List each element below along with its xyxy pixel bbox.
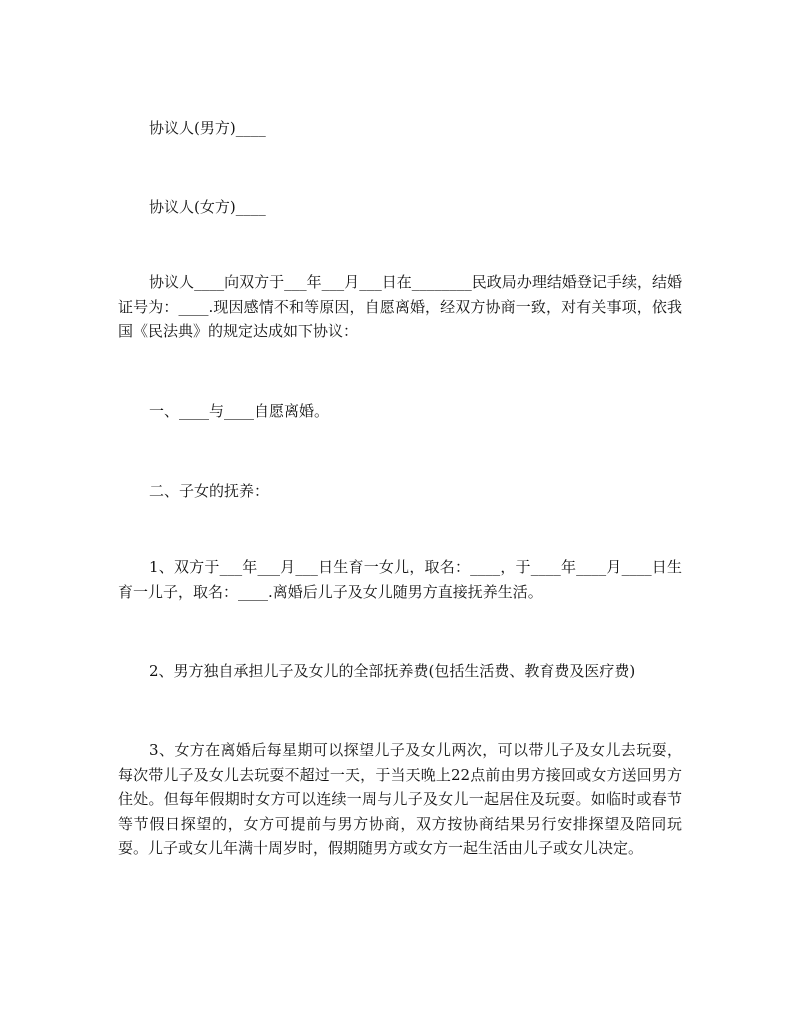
party-female-text: 协议人(女方)____ [149, 198, 266, 216]
item-2-heading [118, 479, 682, 504]
intro-text: 协议人____向双方于___年___月___日在________民政局办理结婚登记手续，结婚证号为：____.现因感情不和等原因，自愿离婚，经双方协商一致，对有关事项，依我国《民法典》的规定达成如下协议： [118, 273, 682, 340]
clause-1-paragraph [118, 555, 682, 604]
clause-3-text: 3、女方在离婚后每星期可以探望儿子及女儿两次，可以带儿子及女儿去玩耍，每次带儿子及女儿去玩耍不超过一天，于当天晚上22点前由男方接回或女方送回男方住处。但每年假期时女方可以连续一周与儿子及女儿一起居住及玩耍。如临时或春节等节假日探望的，女方可提前与男方协商，双方按协商结果另行安排探望及陪同玩耍。儿子或女儿年满十周岁时，假期随男方或女方一起生活由儿子或女儿决定。 [118, 741, 682, 857]
item-1-paragraph [118, 399, 682, 424]
party-male-line [118, 116, 682, 141]
item-2-text: 二、子女的抚养： [149, 482, 270, 500]
intro-paragraph [118, 270, 682, 344]
clause-3-paragraph [118, 738, 682, 861]
party-male-text: 协议人(男方)____ [149, 119, 266, 137]
clause-2-text: 2、男方独自承担儿子及女儿的全部抚养费(包括生活费、教育费及医疗费) [149, 662, 636, 680]
item-1-text: 一、____与____自愿离婚。 [149, 402, 330, 420]
clause-1-text: 1、双方于___年___月___日生育一女儿，取名：____，于____年____月____日生育一儿子，取名：____.离婚后儿子及女儿随男方直接抚养生活。 [118, 558, 682, 601]
party-female-line [118, 195, 682, 220]
clause-2-paragraph [118, 659, 682, 684]
